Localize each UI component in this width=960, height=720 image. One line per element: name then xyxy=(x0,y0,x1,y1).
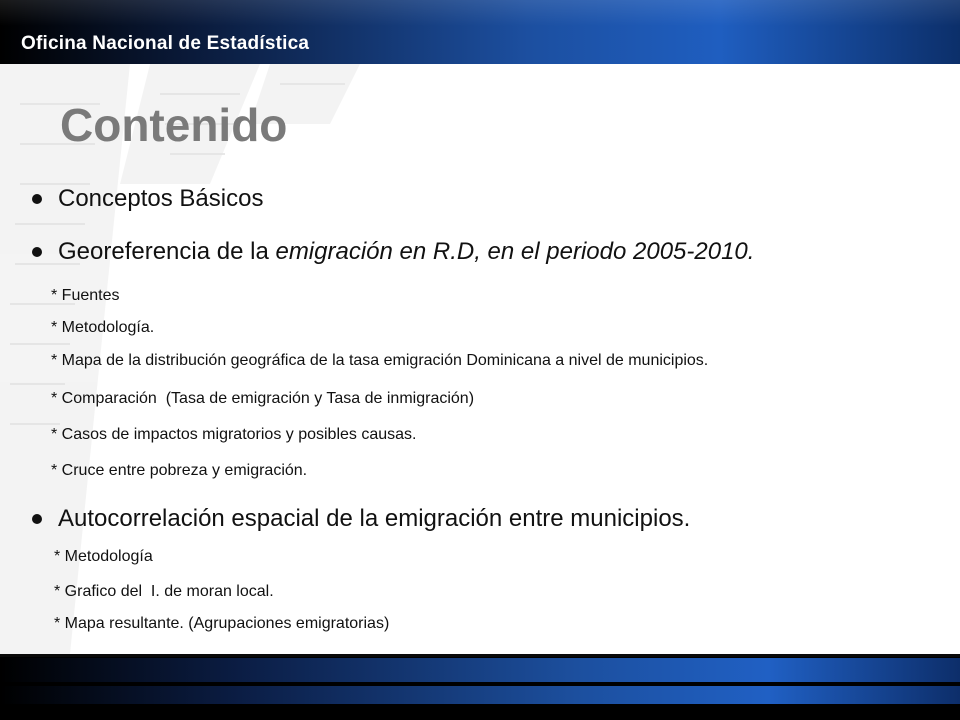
sub-item-metodologia: * Metodología. xyxy=(51,319,155,336)
bullet-dot-icon xyxy=(32,194,42,204)
footer-band-lower xyxy=(0,686,960,704)
bullet-conceptos xyxy=(32,185,263,213)
footer-separator xyxy=(0,654,960,657)
sub-item-mapa-resultante: * Mapa resultante. (Agrupaciones emigratorias) xyxy=(54,615,390,632)
org-name: Oficina Nacional de Estadística xyxy=(21,33,310,54)
sub-item-metodologia-2: * Metodología xyxy=(54,548,153,565)
footer-band-upper xyxy=(0,658,960,682)
sub-item-casos: * Casos de impactos migratorios y posibles causas. xyxy=(51,426,417,443)
header-banner xyxy=(0,0,960,64)
bullet-text-plain: Georeferencia de la xyxy=(58,238,276,265)
sub-item-mapa: * Mapa de la distribución geográfica de la tasa emigración Dominicana a nivel de municipios. xyxy=(51,352,709,369)
bullet-text: Conceptos Básicos xyxy=(58,185,264,212)
slide-title: Contenido xyxy=(60,99,288,151)
sub-item-comparacion: * Comparación (Tasa de emigración y Tasa de inmigración) xyxy=(51,390,475,407)
sub-item-cruce: * Cruce entre pobreza y emigración. xyxy=(51,462,308,479)
bullet-dot-icon xyxy=(32,247,42,257)
bullet-autocorrelacion xyxy=(32,505,690,533)
sub-item-grafico: * Grafico del I. de moran local. xyxy=(54,583,274,600)
sub-item-fuentes: * Fuentes xyxy=(51,287,120,304)
bullet-dot-icon xyxy=(32,514,42,524)
footer-banner xyxy=(0,654,960,720)
header-shine xyxy=(0,0,960,26)
bullet-georeferencia xyxy=(32,238,754,266)
bullet-text-italic: emigración en R.D, en el periodo 2005-2010. xyxy=(275,238,755,265)
bullet-text: Autocorrelación espacial de la emigración entre municipios. xyxy=(58,505,691,532)
